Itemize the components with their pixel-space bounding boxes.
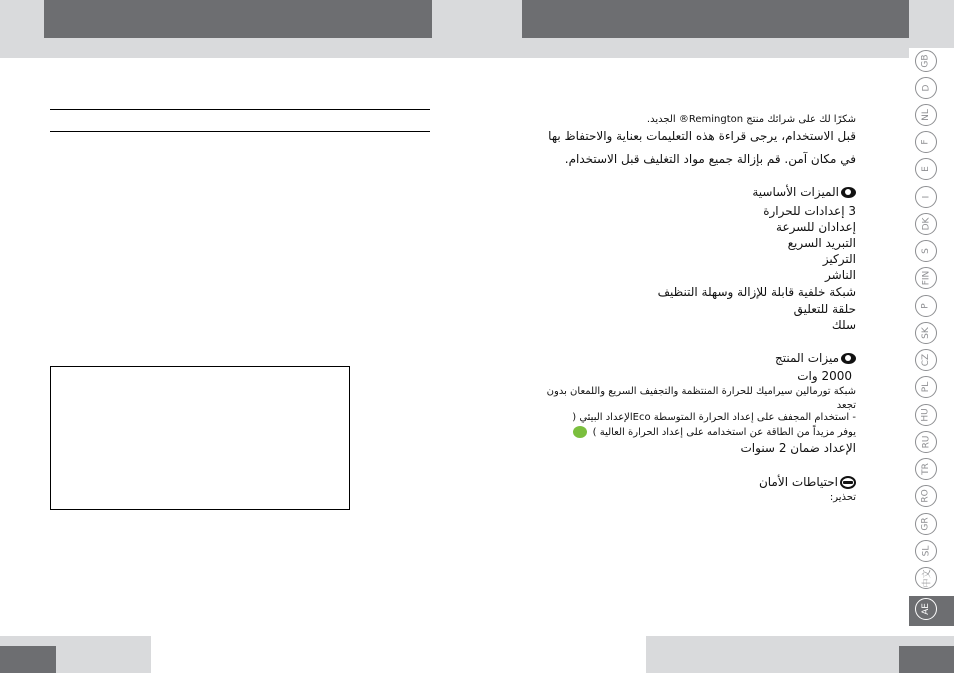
- safety-heading: [759, 475, 856, 489]
- key-feature-item: شبكة خلفية قابلة للإزالة وسهلة التنظيف: [657, 285, 856, 299]
- key-feature-item: 3 إعدادات للحرارة: [763, 204, 856, 218]
- key-feature-item: إعدادان للسرعة: [776, 220, 856, 234]
- safety-title: احتياطات الأمان: [758, 475, 838, 489]
- right-page-number-block: [899, 646, 954, 673]
- eye-icon: [841, 353, 856, 364]
- language-tab-dk[interactable]: DK: [915, 213, 937, 235]
- language-tab-i[interactable]: I: [915, 186, 937, 208]
- language-tab-gb[interactable]: GB: [915, 50, 937, 72]
- product-feature-eco: - استخدام المجفف على إعداد الحرارة المتوسطة Ecoالإعداد البيئي (: [572, 412, 856, 423]
- product-features-title: ميزات المنتج: [774, 351, 839, 365]
- left-page-top-rule: [50, 109, 430, 110]
- language-tab-s[interactable]: S: [915, 240, 937, 262]
- product-feature-ceramic: شبكة تورمالين سيراميك للحرارة المنتظمة والتجفيف السريع واللمعان بدون: [546, 386, 856, 397]
- language-tab-hu[interactable]: HU: [915, 404, 937, 426]
- language-tab-pl[interactable]: PL: [915, 376, 937, 398]
- eco-leaf-icon: [573, 426, 587, 438]
- warning-icon: [840, 476, 856, 489]
- product-feature-eco-text: يوفر مزيداً من الطاقة عن استخدامه على إعداد الحرارة العالية ): [592, 427, 856, 438]
- left-page-bottom-rule: [50, 131, 430, 132]
- product-feature-eco-cont: [571, 426, 856, 438]
- language-tab-cz[interactable]: CZ: [915, 349, 937, 371]
- intro-thanks: شكرًا لك على شرائك منتج Remington® الجديد.: [646, 114, 856, 125]
- language-tab-sl[interactable]: SL: [915, 540, 937, 562]
- safety-warning: تحذير:: [829, 492, 856, 503]
- left-page-number-block: [0, 646, 56, 673]
- eye-icon: [841, 187, 856, 198]
- language-tab-sk[interactable]: SK: [915, 322, 937, 344]
- intro-read-instructions: قبل الاستخدام، يرجى قراءة هذه التعليمات بعناية والاحتفاظ بها: [548, 129, 856, 143]
- key-features-title: الميزات الأساسية: [752, 185, 839, 199]
- product-wattage: 2000 وات: [797, 369, 852, 383]
- intro-remove-packaging: في مكان آمن. قم بإزالة جميع مواد التغليف قبل الاستخدام.: [564, 152, 856, 166]
- language-tab-ro[interactable]: RO: [915, 485, 937, 507]
- product-feature-warranty: الإعداد ضمان 2 سنوات: [740, 441, 856, 455]
- language-tab-d[interactable]: D: [915, 77, 937, 99]
- language-tab-ae[interactable]: AE: [915, 598, 937, 620]
- key-feature-item: حلقة للتعليق: [793, 302, 856, 316]
- language-tab-fin[interactable]: FIN: [915, 267, 937, 289]
- key-features-heading: [752, 185, 856, 199]
- key-feature-item: التبريد السريع: [787, 236, 856, 250]
- language-tab-ru[interactable]: RU: [915, 431, 937, 453]
- product-feature-ceramic-cont: تجعد: [836, 400, 856, 411]
- language-tab-tr[interactable]: TR: [915, 458, 937, 480]
- language-tab-p[interactable]: P: [915, 295, 937, 317]
- key-feature-item: التركيز: [822, 252, 856, 266]
- language-tab-gr[interactable]: GR: [915, 513, 937, 535]
- right-page-header-bar: [522, 0, 909, 38]
- left-page-empty-box: [50, 366, 350, 510]
- language-tab-f[interactable]: F: [915, 131, 937, 153]
- product-features-heading: [775, 351, 856, 365]
- key-feature-item: سلك: [831, 318, 856, 332]
- language-tab-nl[interactable]: NL: [915, 104, 937, 126]
- left-page-header-bar: [44, 0, 432, 38]
- language-tab-e[interactable]: E: [915, 158, 937, 180]
- language-tab-zh[interactable]: 中文: [915, 567, 937, 589]
- key-feature-item: الناشر: [825, 268, 856, 282]
